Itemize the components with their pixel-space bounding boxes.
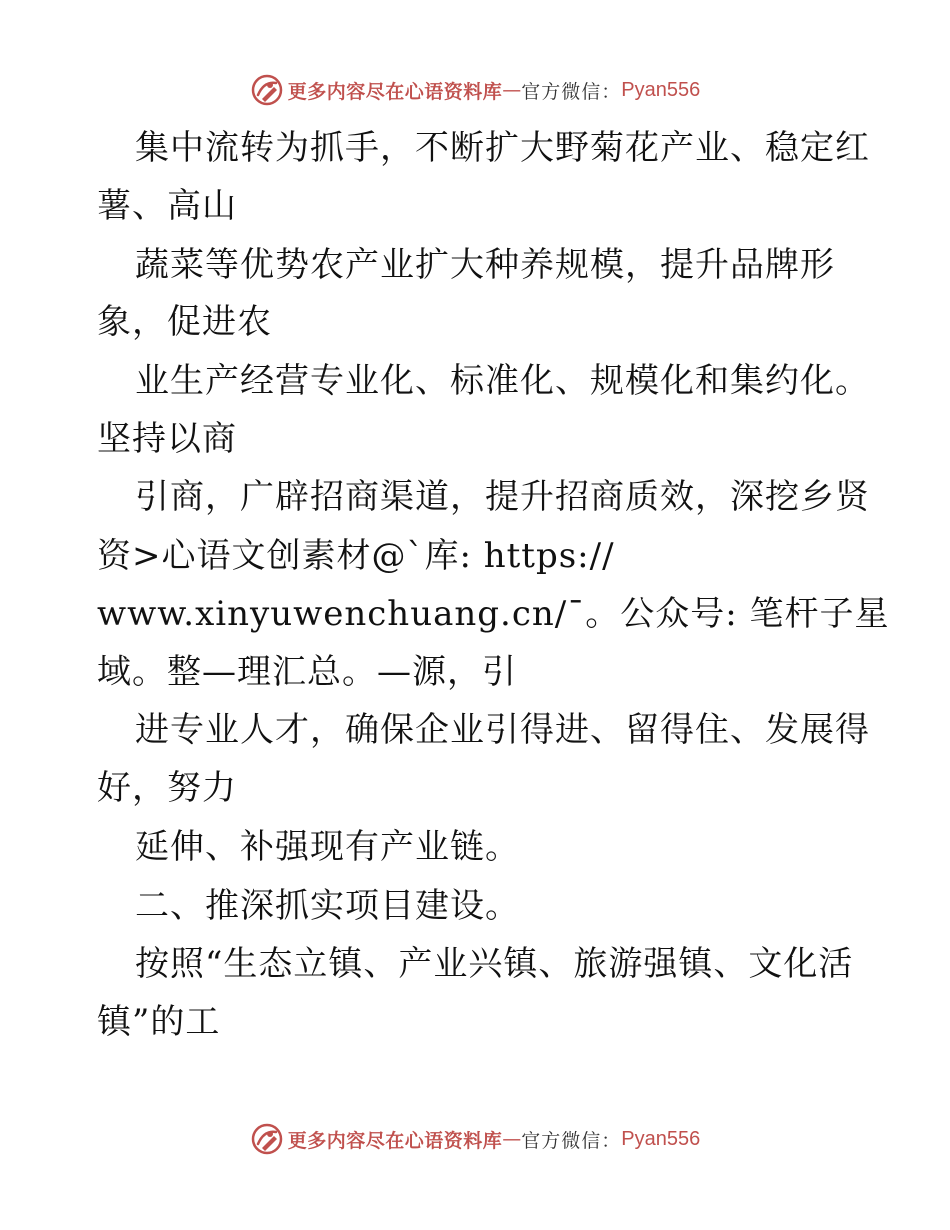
- body-line: 域。整—理汇总。—源，引: [97, 652, 517, 692]
- body-line: www.xinyuwenchuang.cn/¯。公众号: 笔杆子星: [97, 594, 890, 634]
- pen-logo-icon: [250, 1122, 284, 1156]
- header-wechat-id: Pyan556: [621, 78, 701, 101]
- body-line: 坚持以商: [97, 419, 237, 459]
- body-line: 镇”的工: [97, 1002, 221, 1042]
- footer-wechat-id: Pyan556: [621, 1127, 701, 1150]
- body-line: 资>心语文创素材@`库: https://: [97, 536, 615, 576]
- footer-wechat-label: 官方微信：: [521, 1129, 622, 1152]
- header-separator: —: [502, 79, 522, 101]
- footer-brand-text: 更多内容尽在心语资料库: [287, 1129, 503, 1152]
- body-line: 薯、高山: [97, 186, 237, 226]
- body-line: 业生产经营专业化、标准化、规模化和集约化。: [135, 361, 870, 401]
- body-line: 象，促进农: [97, 302, 272, 342]
- body-line: 进专业人才，确保企业引得进、留得住、发展得: [135, 710, 870, 750]
- header-wechat-label: 官方微信：: [521, 80, 622, 103]
- body-line: 延伸、补强现有产业链。: [135, 827, 520, 867]
- section-heading: 二、推深抓实项目建设。: [135, 886, 520, 926]
- body-line: 蔬菜等优势农产业扩大种养规模，提升品牌形: [135, 245, 835, 285]
- body-line: 好，努力: [97, 768, 237, 808]
- body-line: 引商，广辟招商渠道，提升招商质效，深挖乡贤: [135, 477, 870, 517]
- footer-separator: —: [502, 1128, 522, 1150]
- body-line: 按照“生态立镇、产业兴镇、旅游强镇、文化活: [135, 944, 854, 984]
- footer-watermark: [0, 1119, 950, 1159]
- body-line: 集中流转为抓手，不断扩大野菊花产业、稳定红: [135, 128, 870, 168]
- header-brand-text: 更多内容尽在心语资料库: [287, 80, 503, 103]
